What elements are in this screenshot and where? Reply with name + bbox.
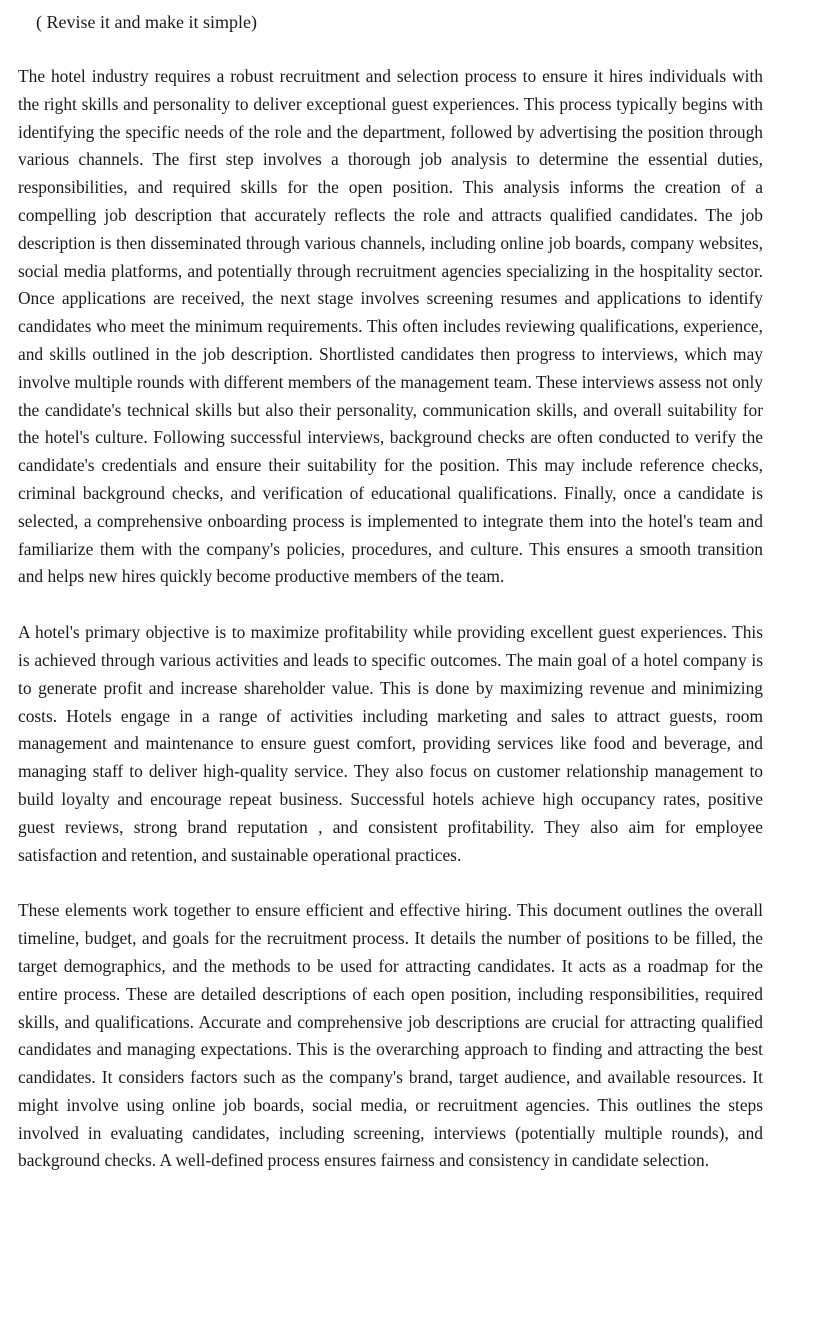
document-page — [18, 8, 763, 1175]
paragraph-hiring-elements: These elements work together to ensure efficient and effective hiring. This document outlines the overall timeline, budget, and goals for the recruitment process. It details the number of positions to be filled, the target demographics, and the methods to be used for attracting candidates. It acts as a roadmap for the entire process. These are detailed descriptions of each open position, including responsibilities, required skills, and qualifications. Accurate and comprehensive job descriptions are crucial for attracting qualified candidates and managing expectations. This is the overarching approach to finding and attracting the best candidates. It considers factors such as the company's brand, target audience, and available resources. It might involve using online job boards, social media, or recruitment agencies. This outlines the steps involved in evaluating candidates, including screening, interviews (potentially multiple rounds), and background checks. A well-defined process ensures fairness and consistency in candidate selection. — [18, 900, 763, 1171]
instruction-heading: ( Revise it and make it simple) — [36, 12, 257, 32]
paragraph-recruitment-process: The hotel industry requires a robust recruitment and selection process to ensure it hires individuals with the right skills and personality to deliver exceptional guest experiences. This process typically begins with identifying the specific needs of the role and the department, followed by advertising the position through various channels. The first step involves a thorough job analysis to determine the essential duties, responsibilities, and required skills for the open position. This analysis informs the creation of a compelling job description that accurately reflects the role and attracts qualified candidates. The job description is then disseminated through various channels, including online job boards, company websites, social media platforms, and potentially through recruitment agencies specializing in the hospitality sector. Once applications are received, the next stage involves screening resumes and applications to identify candidates who meet the minimum requirements. This often includes reviewing qualifications, experience, and skills outlined in the job description. Shortlisted candidates then progress to interviews, which may involve multiple rounds with different members of the management team. These interviews assess not only the candidate's technical skills but also their personality, communication skills, and overall suitability for the hotel's culture. Following successful interviews, background checks are often conducted to verify the candidate's credentials and ensure their suitability for the position. This may include reference checks, criminal background checks, and verification of educational qualifications. Finally, once a candidate is selected, a comprehensive onboarding process is implemented to integrate them into the hotel's team and familiarize them with the company's policies, procedures, and culture. This ensures a smooth transition and helps new hires quickly become productive members of the team. — [18, 66, 763, 587]
paragraph-hotel-objectives: A hotel's primary objective is to maximize profitability while providing excellent guest experiences. This is achieved through various activities and leads to specific outcomes. The main goal of a hotel company is to generate profit and increase shareholder value. This is done by maximizing revenue and minimizing costs. Hotels engage in a range of activities including marketing and sales to attract guests, room management and maintenance to ensure guest comfort, providing services like food and beverage, and managing staff to deliver high-quality service. They also focus on customer relationship management to build loyalty and encourage repeat business. Successful hotels achieve high occupancy rates, positive guest reviews, strong brand reputation , and consistent profitability. They also aim for employee satisfaction and retention, and sustainable operational practices. — [18, 622, 763, 865]
